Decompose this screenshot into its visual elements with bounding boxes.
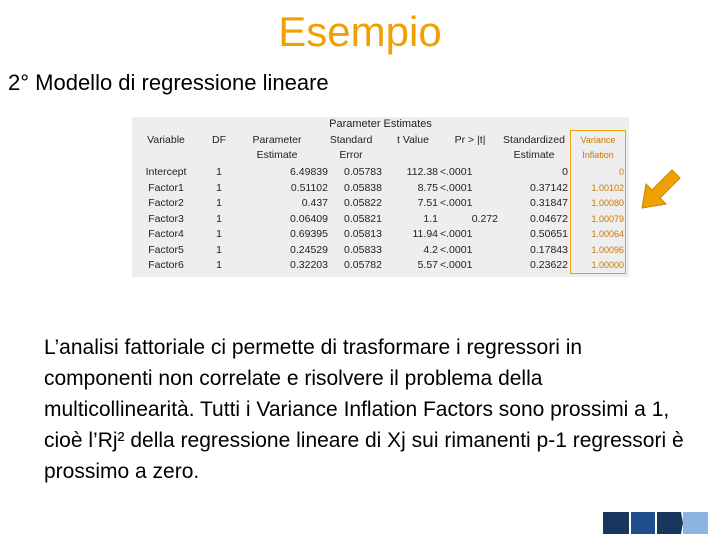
cell-estimate: 6.49839 [290,166,328,178]
cell-pr: <.0001 [440,243,473,256]
cell-stderr: 0.05833 [344,243,382,256]
cell-estimate: 0.32203 [290,259,328,271]
navigation-bars-decoration [603,512,708,534]
header-stderr-line2: Error [339,149,363,161]
cell-std: 0.50651 [530,228,568,240]
header-pr: Pr > |t| [454,134,486,146]
cell-df: 1 [216,212,222,225]
cell-std: 0.37142 [530,181,568,194]
cell-std: 0 [562,166,568,178]
header-estimate-line2: Estimate [256,149,298,161]
cell-vif: 1.00096 [591,244,624,255]
header-stderr-line1: Standard [329,134,373,146]
header-tvalue: t Value [397,134,429,146]
cell-vif: 1.00079 [591,213,624,224]
cell-pr: <.0001 [440,259,473,271]
cell-df: 1 [216,228,222,240]
cell-estimate: 0.24529 [290,243,328,256]
cell-vif: 1.00064 [591,229,624,239]
header-standardized-line2: Estimate [513,149,555,161]
cell-std: 0.23622 [530,259,568,271]
cell-variable: Factor6 [148,259,184,271]
cell-pr: <.0001 [440,197,473,209]
parameter-estimates-table [132,117,629,277]
arrow-pointing-down-left-icon [638,168,682,212]
cell-vif: 0 [618,167,624,177]
cell-tvalue: 1.1 [423,212,438,225]
cell-stderr: 0.05813 [344,228,382,240]
cell-variable: Factor2 [148,197,184,209]
cell-std: 0.17843 [530,243,568,256]
cell-vif: 1.00102 [591,182,624,193]
cell-df: 1 [216,243,222,256]
header-vif-line1: Variance [580,135,616,145]
table-title: Parameter Estimates [329,118,432,130]
cell-variable: Factor4 [148,228,184,240]
cell-df: 1 [216,197,222,209]
cell-stderr: 0.05783 [344,166,382,178]
cell-tvalue: 8.75 [417,181,438,194]
cell-estimate: 0.51102 [290,181,328,194]
header-variable: Variable [147,134,185,146]
cell-tvalue: 4.2 [423,243,438,256]
header-standardized-line1: Standardized [503,134,565,146]
cell-estimate: 0.69395 [290,228,328,240]
cell-stderr: 0.05822 [344,197,382,209]
cell-vif: 1.00080 [591,198,624,208]
cell-pr: <.0001 [440,166,473,178]
cell-tvalue: 11.94 [412,228,438,240]
cell-pr: 0.272 [471,212,498,225]
cell-stderr: 0.05821 [344,212,382,225]
cell-std: 0.04672 [530,212,568,225]
cell-df: 1 [216,259,222,271]
slide-title: Esempio [278,8,442,55]
cell-variable: Factor3 [148,212,184,225]
slide-subtitle: 2° Modello di regressione lineare [8,70,329,95]
cell-tvalue: 112.38 [406,166,438,178]
cell-pr: <.0001 [440,181,473,194]
cell-variable: Factor1 [148,181,184,194]
cell-stderr: 0.05838 [344,181,382,194]
cell-vif: 1.00000 [591,260,624,270]
header-df: DF [212,134,226,146]
cell-pr: <.0001 [440,228,473,240]
header-vif-line2: Inflation [582,150,614,160]
cell-estimate: 0.437 [301,197,328,209]
explanation-text: L’analisi fattoriale ci permette di trasformare i regressori in componenti non correlate e risolvere il problema della multicollinearità. Tutti i Variance Inflation Factors sono prossimi a 1, cioè l’Rj² della regressione lineare di Xj sui rimanenti p-1 regressori è prossimo a zero. [44,336,684,483]
cell-df: 1 [216,166,222,178]
cell-tvalue: 5.57 [417,259,438,271]
cell-stderr: 0.05782 [344,259,382,271]
cell-estimate: 0.06409 [290,212,328,225]
cell-variable: Factor5 [148,243,184,256]
header-estimate-line1: Parameter [252,134,302,146]
cell-df: 1 [216,181,222,194]
cell-variable: Intercept [145,166,187,178]
cell-std: 0.31847 [530,197,568,209]
cell-tvalue: 7.51 [417,197,438,209]
